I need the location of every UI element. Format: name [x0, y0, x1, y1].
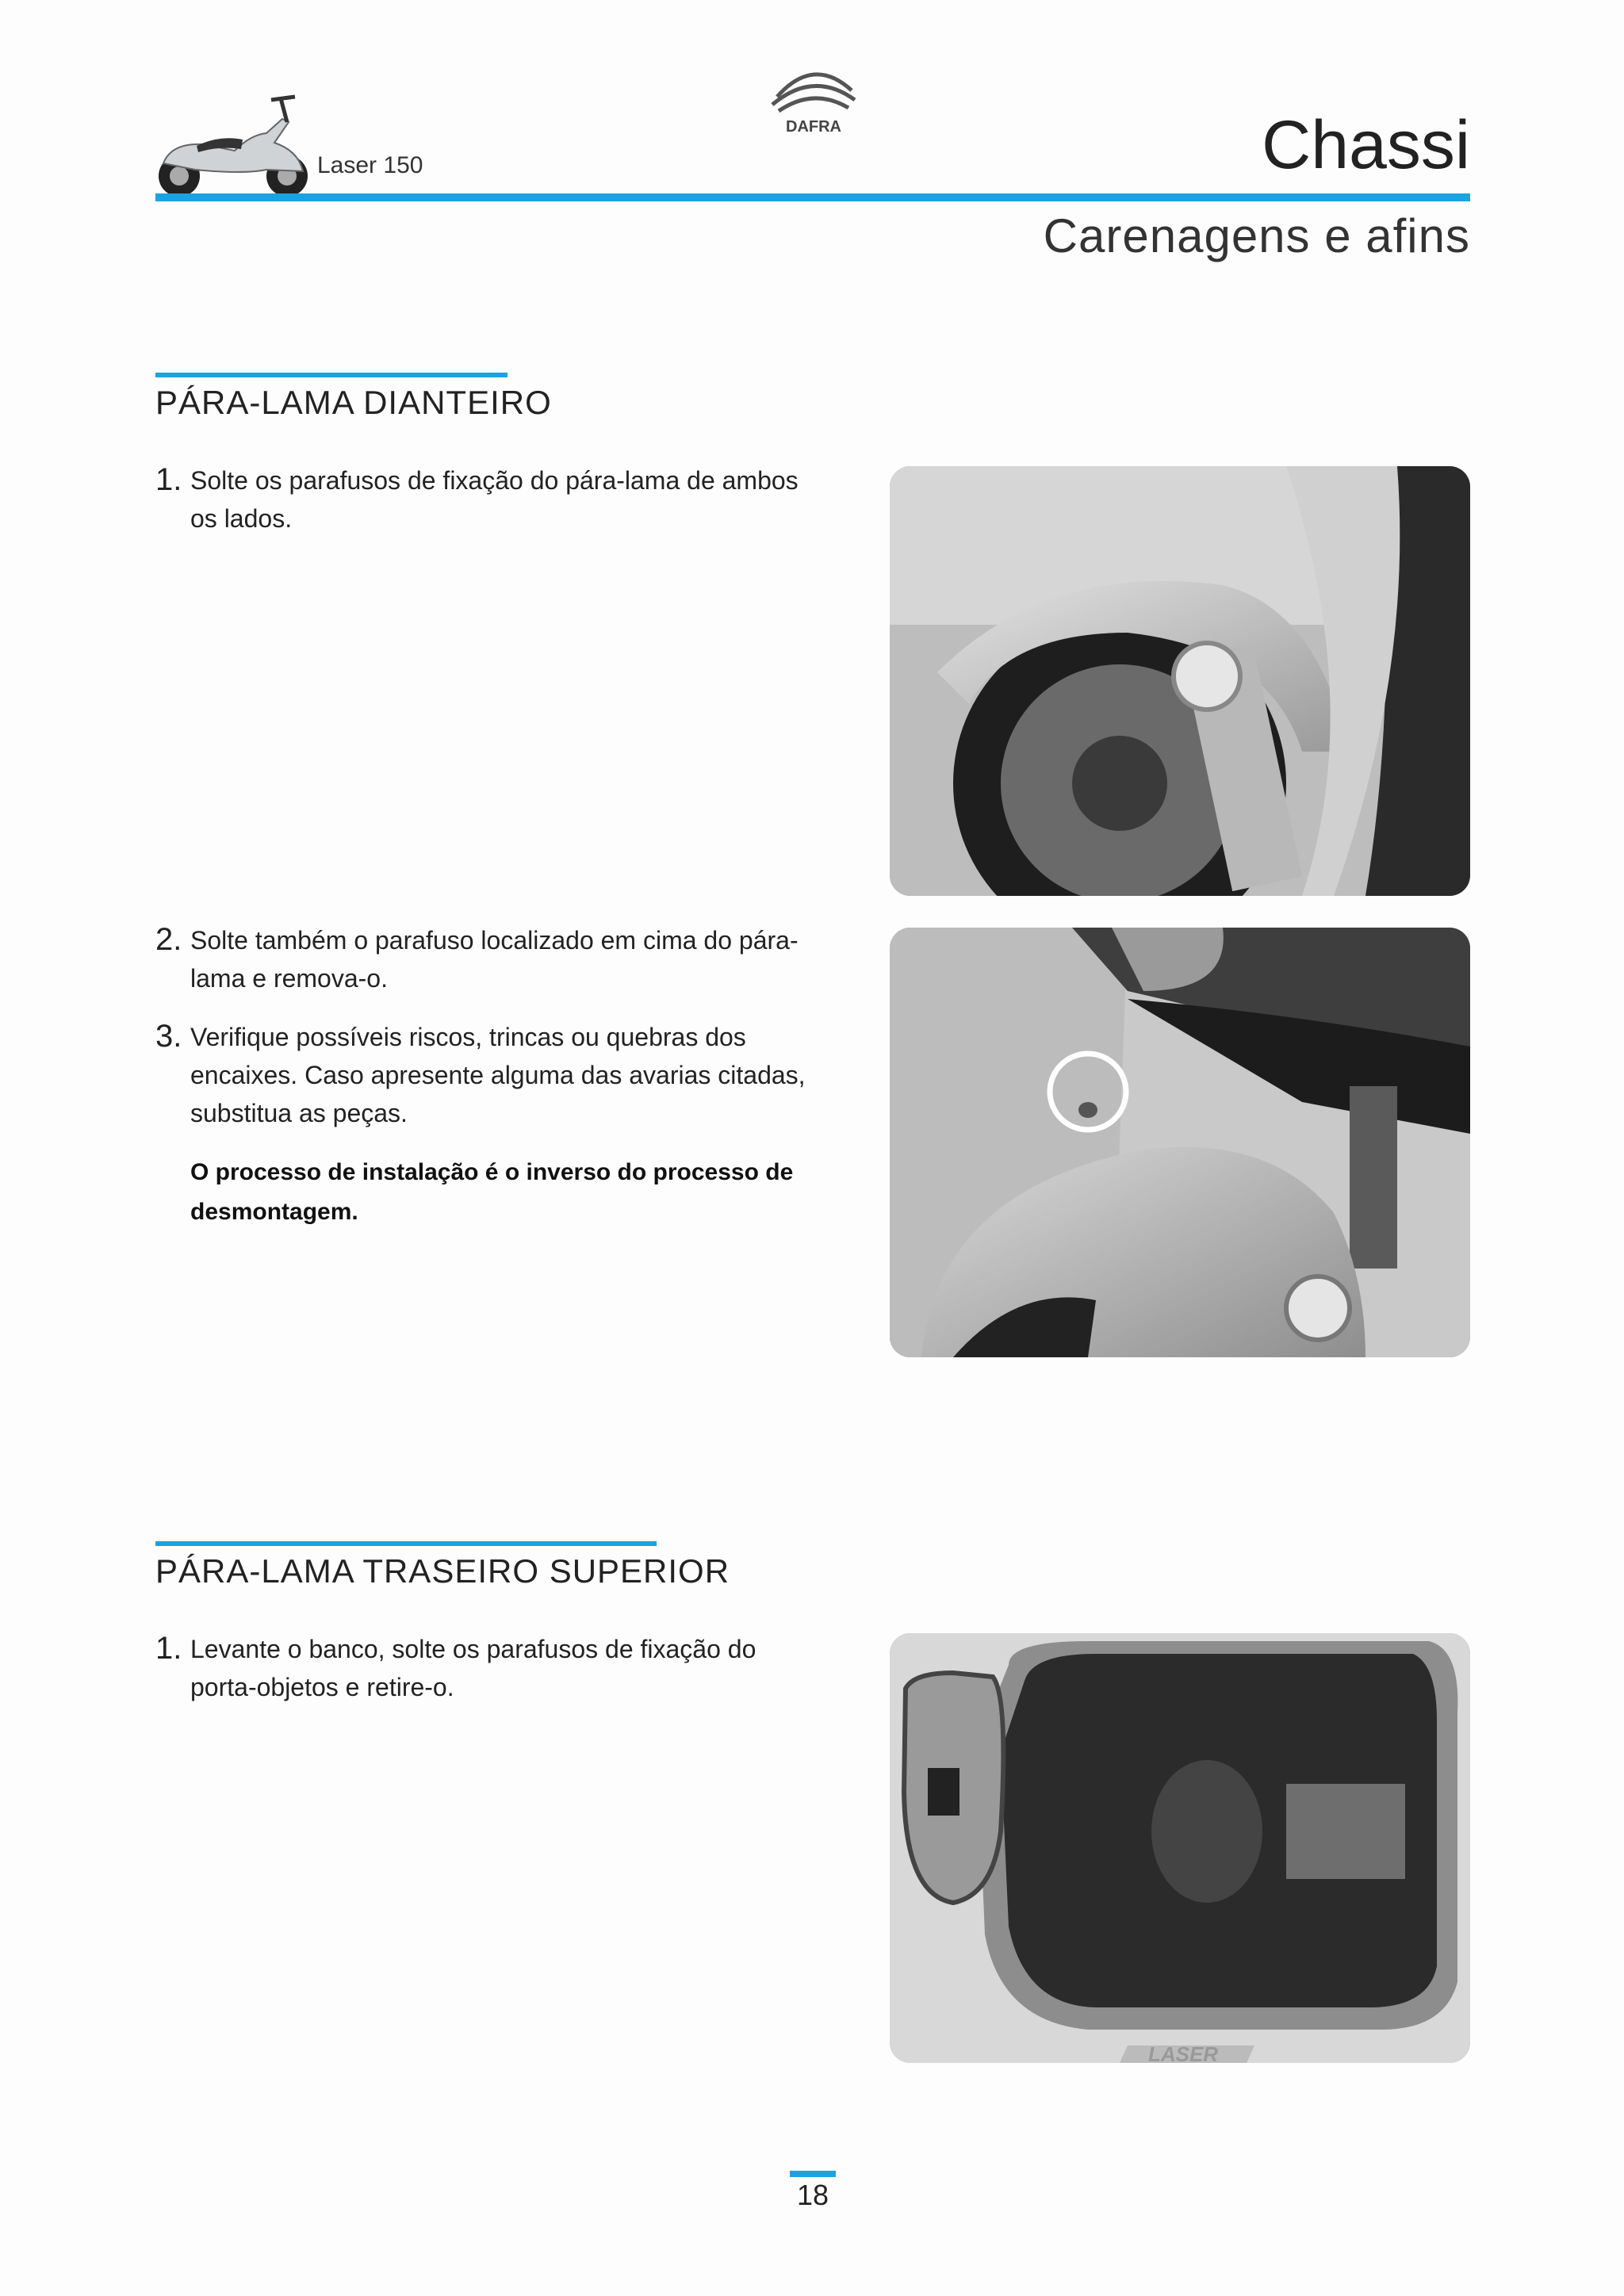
step-1: [155, 1630, 814, 1706]
step-number: 2.: [155, 922, 182, 957]
model-name: Laser 150: [317, 152, 423, 178]
header-rule: [155, 193, 1470, 201]
section-1-rule: [155, 373, 508, 377]
logo-text: DAFRA: [786, 118, 841, 135]
chapter-title: Chassi: [1262, 107, 1470, 183]
section-2-title: PÁRA-LAMA TRASEIRO SUPERIOR: [155, 1552, 730, 1590]
scooter-illustration: [147, 87, 322, 198]
step-number: 1.: [155, 1631, 182, 1666]
step-text: Solte também o parafuso localizado em cima do pára-lama e remova-o.: [190, 926, 799, 993]
dafra-logo: [769, 59, 858, 135]
laser-badge-text: LASER: [1147, 2042, 1219, 2063]
step-text: Solte os parafusos de fixação do pára-lama de ambos os lados.: [190, 466, 799, 533]
step-text: Levante o banco, solte os parafusos de fixação do porta-objetos e retire-o.: [190, 1635, 756, 1701]
step-2: [155, 921, 814, 997]
photo-front-fender-side: [890, 466, 1470, 896]
step-1: [155, 461, 814, 538]
step-number: 1.: [155, 462, 182, 497]
step-3: [155, 1018, 814, 1132]
installation-note: O processo de instalação é o inverso do processo de desmontagem.: [190, 1159, 794, 1225]
page-number-rule: [790, 2171, 836, 2177]
section-1-title: PÁRA-LAMA DIANTEIRO: [155, 384, 552, 421]
section-2-rule: [155, 1541, 657, 1546]
page-number: 18: [796, 2179, 829, 2211]
step-number: 3.: [155, 1019, 182, 1054]
step-text: Verifique possíveis riscos, trincas ou quebras dos encaixes. Caso apresente alguma das avarias citadas, substitua as peças.: [190, 1023, 806, 1127]
photo-front-fender-top: [890, 928, 1470, 1357]
section-subtitle: Carenagens e afins: [1043, 209, 1470, 262]
photo-storage-compartment: [890, 1633, 1470, 2063]
